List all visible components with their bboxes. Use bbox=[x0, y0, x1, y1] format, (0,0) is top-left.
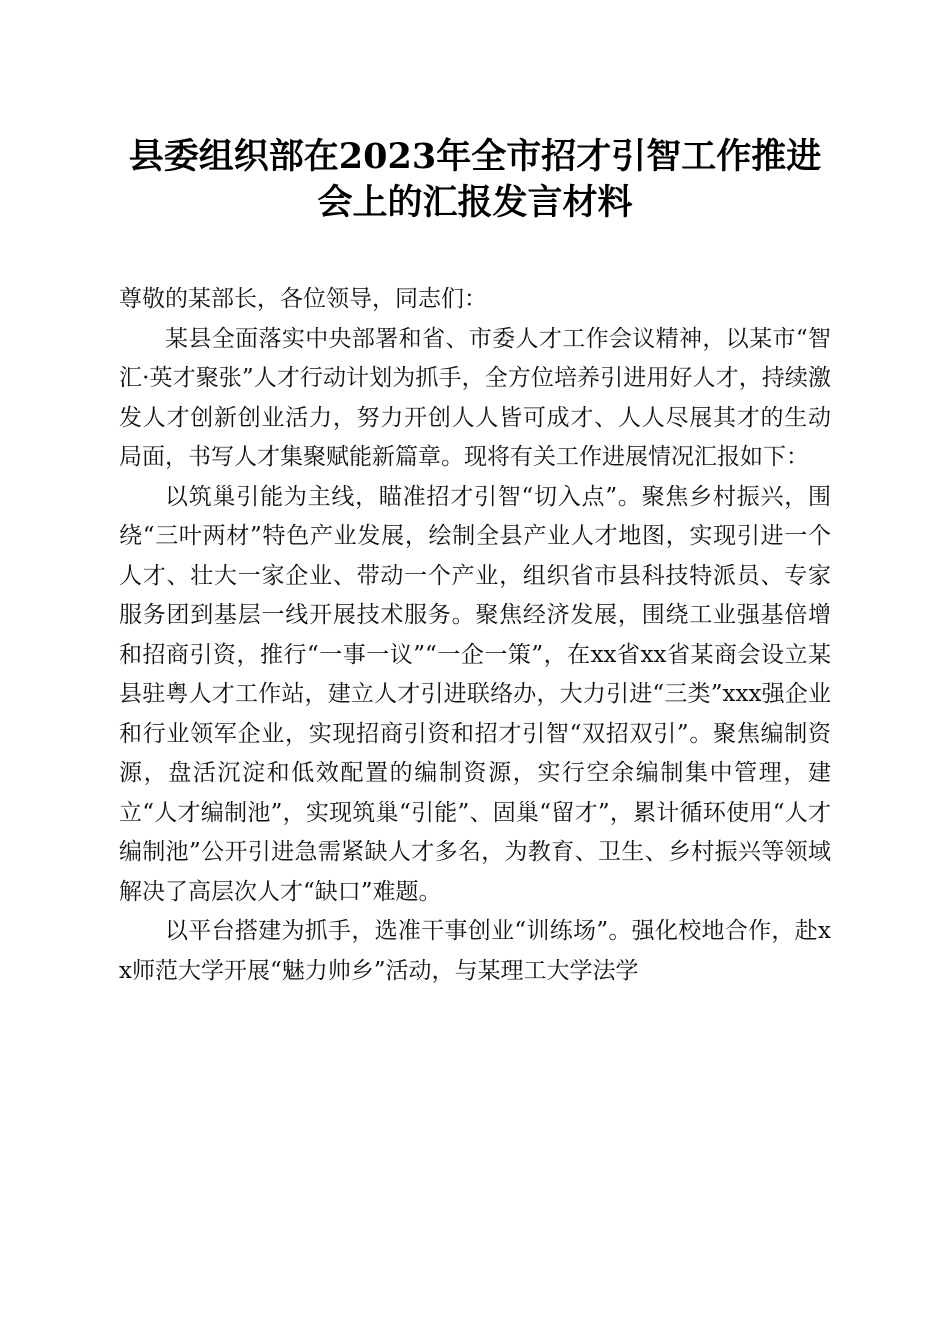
title-line-2: 会上的汇报发言材料 bbox=[317, 182, 633, 223]
paragraph-platform-building: 以平台搭建为抓手，选准干事创业“训练场”。强化校地合作，赴xx师范大学开展“魅力帅乡”活动，与某理工大学法学 bbox=[119, 918, 831, 984]
document-body bbox=[119, 280, 831, 991]
greeting: 尊敬的某部长，各位领导，同志们： bbox=[119, 286, 487, 312]
title-line-1: 县委组织部在2023年全市招才引智工作推进 bbox=[128, 136, 822, 177]
document-title bbox=[100, 134, 850, 226]
paragraph-talent-recruitment: 以筑巢引能为主线，瞄准招才引智“切入点”。聚焦乡村振兴，围绕“三叶两材”特色产业发展，绘制全县产业人才地图，实现引进一个人才、壮大一家企业、带动一个产业，组织省市县科技特派员、专家服务团到基层一线开展技术服务。聚焦经济发展，围绕工业强基倍增和招商引资，推行“一事一议”“一企一策”，在xx省xx省某商会设立某县驻粤人才工作站，建立人才引进联络办，大力引进“三类”xxx强企业和行业领军企业，实现招商引资和招才引智“双招双引”。聚焦编制资源，盘活沉淀和低效配置的编制资源，实行空余编制集中管理，建立“人才编制池”，实现筑巢“引能”、固巢“留才”，累计循环使用“人才编制池”公开引进急需紧缺人才多名，为教育、卫生、乡村振兴等领域解决了高层次人才“缺口”难题。 bbox=[119, 483, 831, 905]
paragraph-intro: 某县全面落实中央部署和省、市委人才工作会议精神，以某市“智汇·英才聚张”人才行动计划为抓手，全方位培养引进用好人才，持续激发人才创新创业活力，努力开创人人皆可成才、人人尽展其才的生动局面，书写人才集聚赋能新篇章。现将有关工作进展情况汇报如下： bbox=[119, 325, 831, 470]
